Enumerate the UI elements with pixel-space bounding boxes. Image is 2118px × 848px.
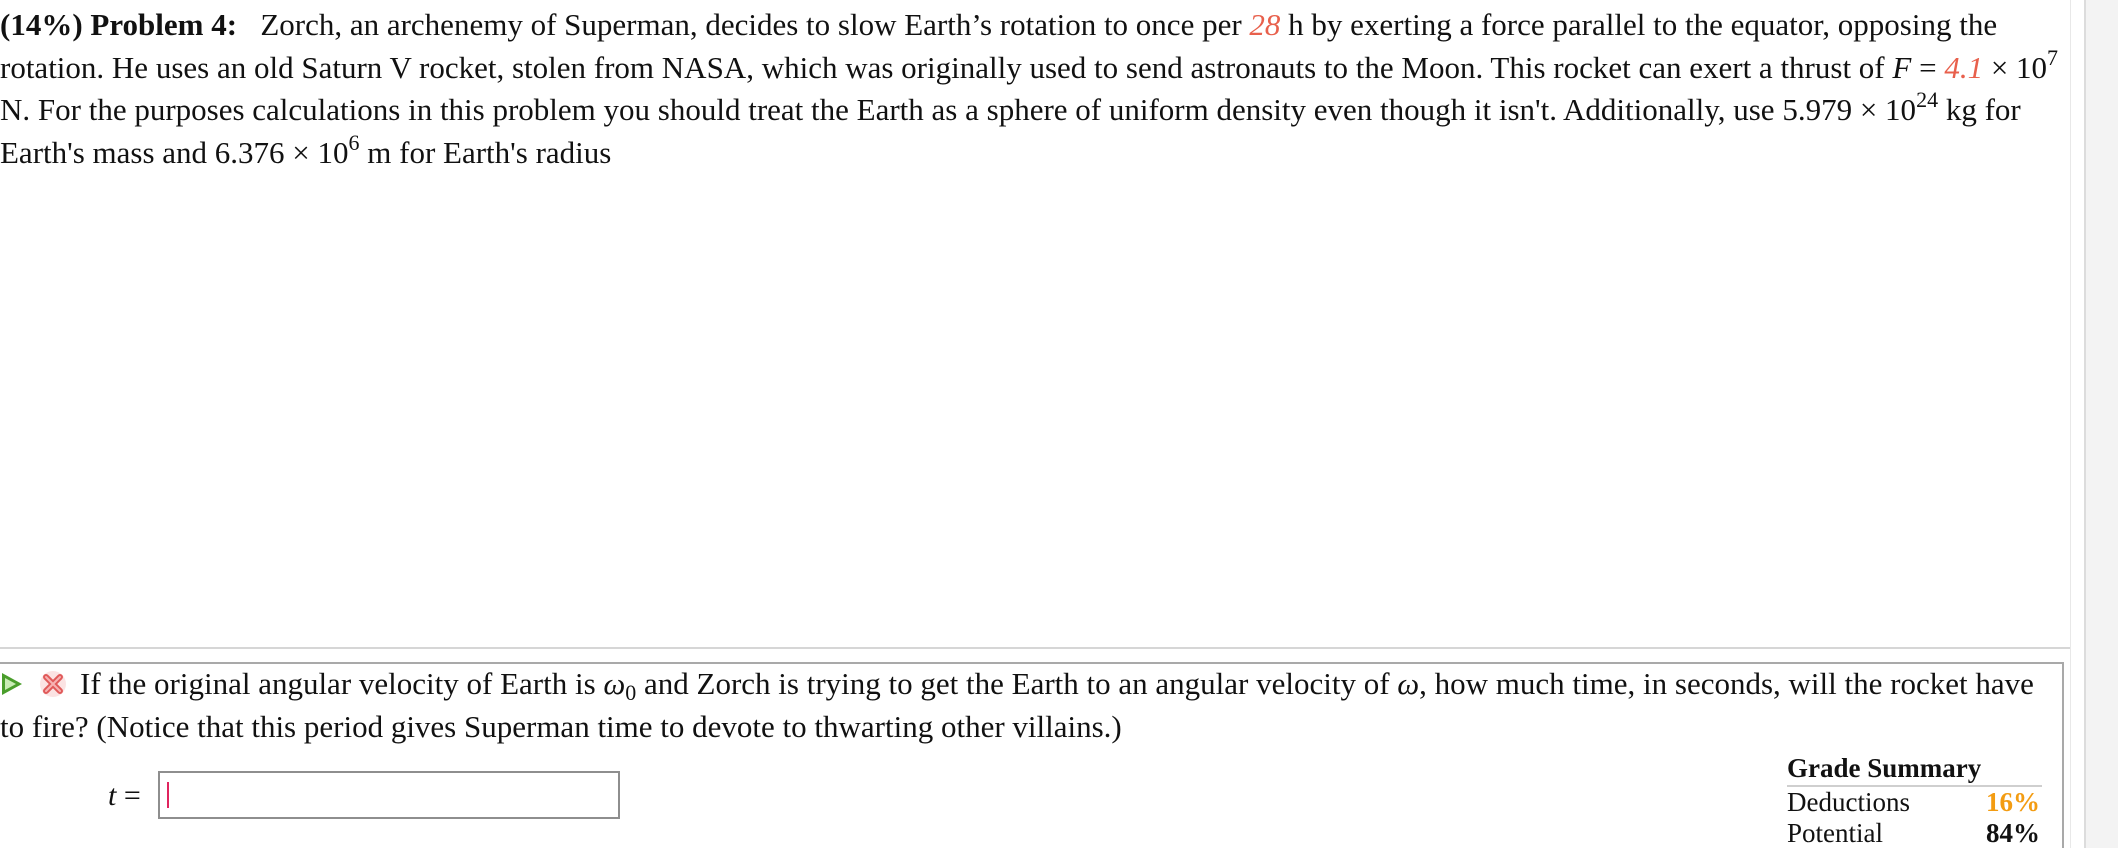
- problem-text-5: m for Earth's radius: [359, 134, 612, 170]
- question-text: [0, 662, 2050, 748]
- vertical-scrollbar[interactable]: [2084, 0, 2118, 848]
- problem-weight: (14%): [0, 7, 83, 42]
- problem-text-4: kg for Earth's mass and: [0, 92, 2021, 170]
- section-divider: [0, 647, 2070, 649]
- force-symbol: F: [1892, 49, 1912, 85]
- thrust-value: 4.1: [1944, 49, 1984, 85]
- problem-text-1: Zorch, an archenemy of Superman, decides to slow Earth’s rotation to once per: [260, 7, 1250, 42]
- radius-mantissa: 6.376 × 10: [214, 134, 349, 170]
- answer-variable: t: [108, 779, 117, 812]
- scrollbar-gutter: [2070, 0, 2084, 848]
- problem-text-2: h by exerting a force parallel to the equator, opposing the rotation. He uses an old Saturn V rocket, stolen from NASA, which was originally used to send astronauts to the Moon. This rocket can exert a thrust of: [0, 7, 1998, 85]
- omega-symbol: ω: [1397, 666, 1420, 701]
- problem-statement: [0, 4, 2060, 174]
- omega0-symbol: ω: [603, 666, 626, 701]
- equals-sign: =: [1911, 49, 1945, 85]
- answer-input[interactable]: [158, 771, 620, 819]
- grade-summary-title: Grade Summary: [1787, 753, 2042, 787]
- potential-row: [1787, 818, 2040, 848]
- answer-equals: =: [116, 779, 141, 812]
- radius-exponent: 6: [348, 129, 360, 155]
- problem-text-3: N. For the purposes calculations in this problem you should treat the Earth as a sphere of uniform density even though it isn't. Additionally, use: [0, 92, 1783, 127]
- deductions-value: 16%: [1986, 787, 2040, 817]
- deductions-label: Deductions: [1787, 787, 1910, 817]
- play-icon[interactable]: [2, 673, 22, 695]
- omega0-subscript: 0: [625, 680, 637, 705]
- period-value: 28: [1249, 7, 1281, 42]
- problem-title: Problem 4:: [90, 7, 238, 42]
- text-caret: [167, 782, 169, 808]
- thrust-exp-base: × 10: [1983, 49, 2048, 85]
- deductions-row: [1787, 787, 2040, 818]
- question-text-2: and Zorch is trying to get the Earth to an angular velocity of: [636, 666, 1398, 701]
- potential-label: Potential: [1787, 818, 1883, 848]
- x-icon: [38, 669, 68, 699]
- question-status-icons: [0, 668, 80, 698]
- question-text-1: If the original angular velocity of Earth is: [80, 666, 604, 701]
- thrust-exponent: 7: [2047, 44, 2059, 70]
- potential-value: 84%: [1986, 818, 2040, 848]
- answer-label: [108, 779, 141, 813]
- question-text-3: , how much time, in seconds, will the rocket have to fire? (Notice that this period gives Superman time to devote to thwarting other villains.): [0, 666, 2034, 744]
- mass-mantissa: 5.979 × 10: [1782, 92, 1917, 127]
- mass-exponent: 24: [1916, 87, 1939, 112]
- grade-summary: [1787, 753, 2040, 848]
